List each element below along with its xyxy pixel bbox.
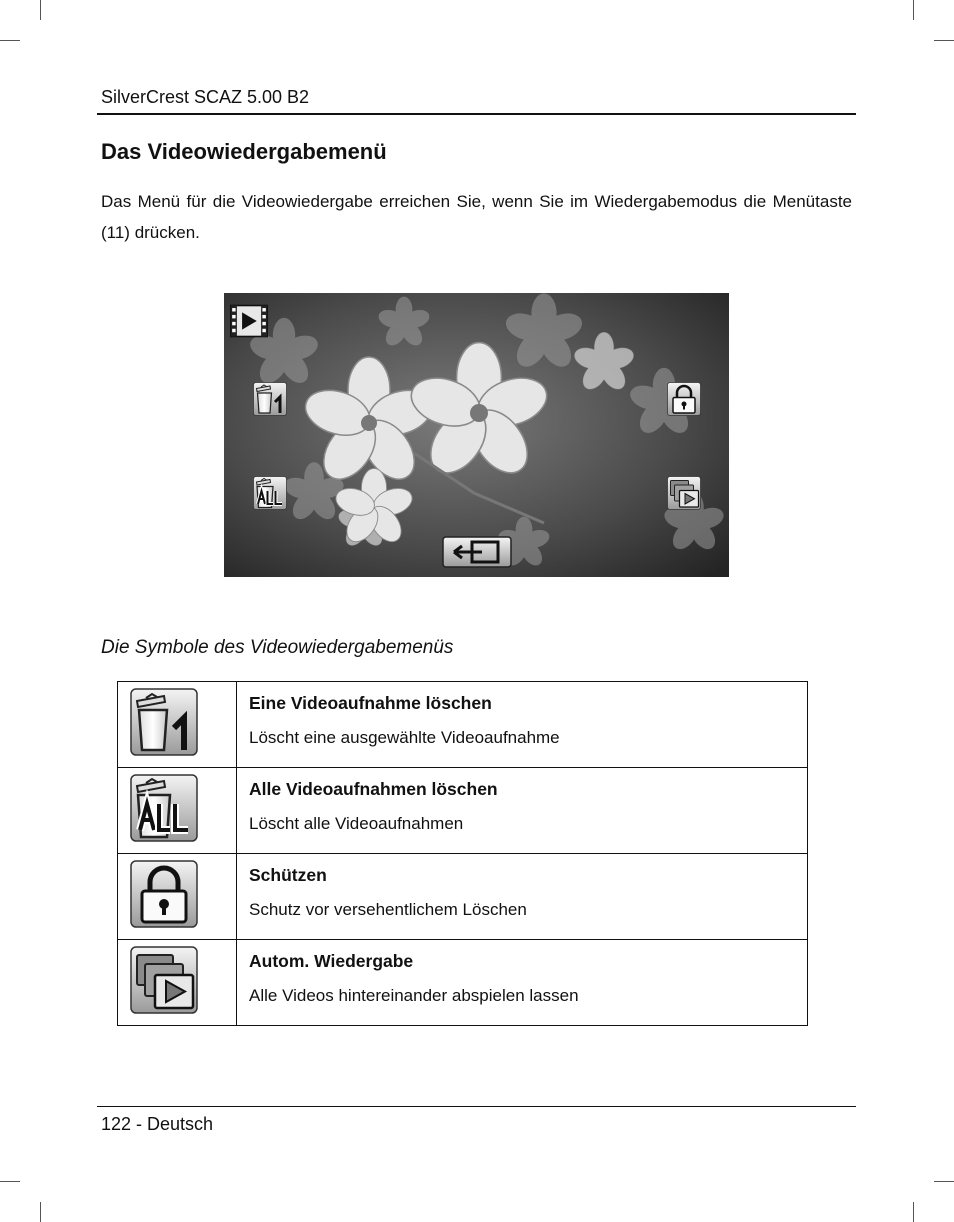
camera-screen-illustration bbox=[224, 293, 729, 577]
text-cell bbox=[237, 854, 808, 940]
icon-cell bbox=[118, 768, 237, 854]
table-row bbox=[118, 682, 808, 768]
crop-mark bbox=[40, 0, 41, 20]
text-cell bbox=[237, 940, 808, 1026]
table-row bbox=[118, 940, 808, 1026]
section-title: Das Videowiedergabemenü bbox=[101, 139, 387, 164]
crop-mark bbox=[934, 40, 954, 41]
video-mode-icon bbox=[230, 302, 268, 340]
symbol-title: Alle Videoaufnahmen löschen bbox=[249, 779, 498, 799]
slideshow-icon[interactable] bbox=[667, 476, 701, 510]
crop-mark bbox=[0, 40, 20, 41]
intro-paragraph: Das Menü für die Videowiedergabe erreichen Sie, wenn Sie im Wiedergabemodus die Menütaste (11) drücken. bbox=[101, 192, 852, 242]
symbol-title: Eine Videoaufnahme löschen bbox=[249, 693, 492, 713]
icon-cell bbox=[118, 854, 237, 940]
crop-mark bbox=[40, 1202, 41, 1222]
table-row bbox=[118, 768, 808, 854]
header-rule bbox=[97, 113, 856, 115]
crop-mark bbox=[913, 1202, 914, 1222]
running-header: SilverCrest SCAZ 5.00 B2 bbox=[101, 87, 310, 107]
delete-all-icon bbox=[130, 774, 198, 842]
crop-mark bbox=[913, 0, 914, 20]
page-number: 122 - Deutsch bbox=[101, 1114, 214, 1134]
symbol-description: Löscht eine ausgewählte Videoaufnahme bbox=[249, 728, 560, 747]
symbol-description: Löscht alle Videoaufnahmen bbox=[249, 814, 464, 833]
text-cell bbox=[237, 682, 808, 768]
text-cell bbox=[237, 768, 808, 854]
symbols-caption: Die Symbole des Videowiedergabemenüs bbox=[101, 637, 454, 658]
back-icon[interactable] bbox=[442, 536, 512, 568]
delete-one-icon bbox=[130, 688, 198, 756]
crop-mark bbox=[0, 1181, 20, 1182]
symbol-title: Autom. Wiedergabe bbox=[249, 951, 414, 971]
icon-cell bbox=[118, 682, 237, 768]
flower-background-image bbox=[224, 293, 729, 577]
crop-mark bbox=[934, 1181, 954, 1182]
symbol-description: Alle Videos hintereinander abspielen lassen bbox=[249, 986, 579, 1005]
lock-icon[interactable] bbox=[667, 382, 701, 416]
icon-cell bbox=[118, 940, 237, 1026]
lock-icon bbox=[130, 860, 198, 928]
symbols-table bbox=[117, 681, 808, 1026]
delete-all-icon[interactable] bbox=[253, 476, 287, 510]
delete-one-icon[interactable] bbox=[253, 382, 287, 416]
footer-rule bbox=[97, 1106, 856, 1107]
symbol-description: Schutz vor versehentlichem Löschen bbox=[249, 900, 527, 919]
table-row bbox=[118, 854, 808, 940]
slideshow-icon bbox=[130, 946, 198, 1014]
symbol-title: Schützen bbox=[249, 865, 327, 885]
